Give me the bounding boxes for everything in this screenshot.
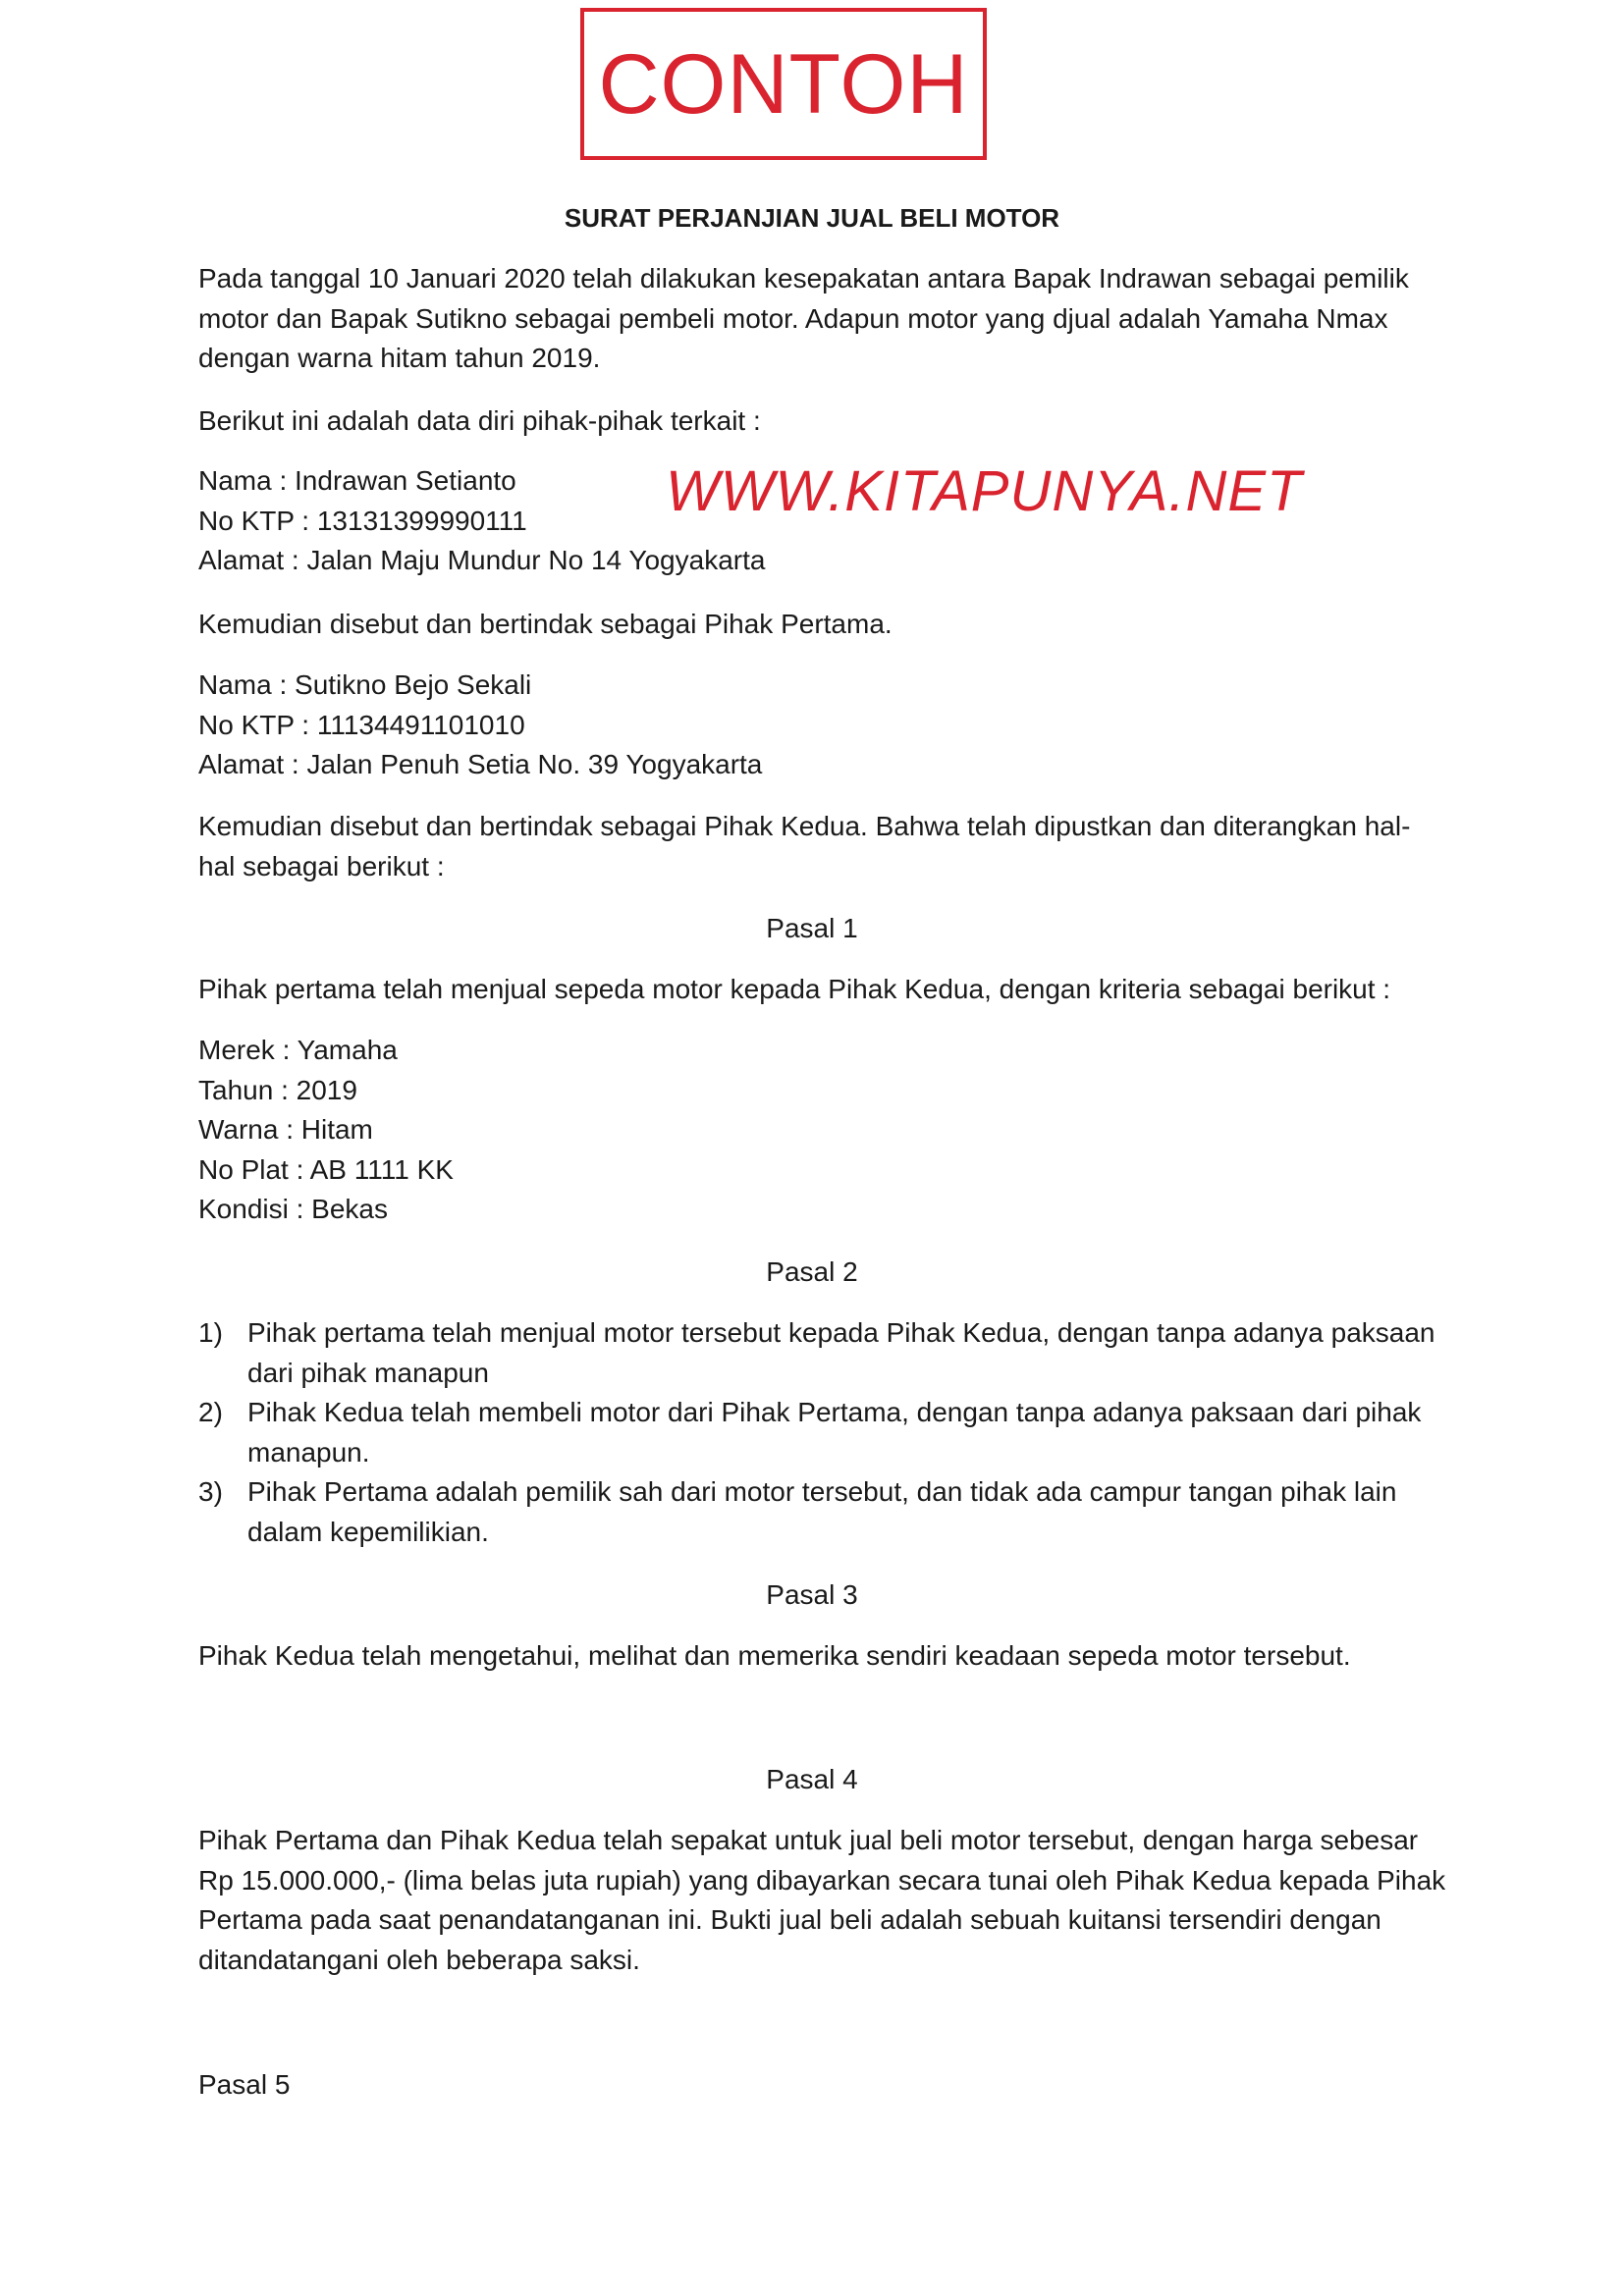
party2-ktp: No KTP : 11134491101010: [198, 709, 525, 740]
pasal1-text-line: Pihak pertama telah menjual sepeda motor kepada Pihak Kedua, dengan kriteria sebagai berikut :: [198, 974, 1391, 1004]
pasal3-text-line: Pihak Kedua telah mengetahui, melihat dan memerika sendiri keadaan sepeda motor tersebut.: [198, 1640, 1351, 1671]
list-item: [198, 1472, 1435, 1552]
pasal5-heading-text: Pasal 5: [198, 2069, 291, 2100]
pasal4-line: ditandatangani oleh beberapa saksi.: [198, 1944, 640, 1975]
spec-plate: No Plat : AB 1111 KK: [198, 1153, 454, 1185]
pasal4-line: Pertama pada saat penandatanganan ini. Bukti jual beli adalah sebuah kuitansi tersendiri dengan: [198, 1904, 1381, 1935]
party1-ktp: No KTP : 13131399990111: [198, 505, 527, 536]
party1-role: [198, 605, 1435, 645]
pasal4-text: [198, 1821, 1446, 1980]
list-item-number: 3): [198, 1476, 223, 1507]
pasal4-line: Rp 15.000.000,- (lima belas juta rupiah) yang dibayarkan secara tunai oleh Pihak Kedua kepada Pihak: [198, 1864, 1446, 1896]
party2-role-line: hal sebagai berikut :: [198, 850, 445, 881]
party1-name: Nama : Indrawan Setianto: [198, 465, 516, 496]
party2-name: Nama : Sutikno Bejo Sekali: [198, 669, 532, 700]
list-item-number: 2): [198, 1397, 223, 1427]
pasal2-heading: Pasal 2: [766, 1256, 858, 1287]
intro-line: motor dan Bapak Sutikno sebagai pembeli motor. Adapun motor yang djual adalah Yamaha Nmax: [198, 302, 1388, 334]
document-title: SURAT PERJANJIAN JUAL BELI MOTOR: [564, 203, 1060, 233]
pasal4-line: Pihak Pertama dan Pihak Kedua telah sepakat untuk jual beli motor tersebut, dengan harga sebesar: [198, 1825, 1419, 1855]
spec-color: Warna : Hitam: [198, 1114, 373, 1145]
motor-specs: [198, 1031, 1435, 1230]
spec-condition: Kondisi : Bekas: [198, 1194, 388, 1224]
list-item-text: Pihak pertama telah menjual motor tersebut kepada Pihak Kedua, dengan tanpa adanya paksaan: [247, 1317, 1435, 1348]
sample-stamp-box: [580, 8, 987, 160]
party2-address: Alamat : Jalan Penuh Setia No. 39 Yogyakarta: [198, 749, 763, 779]
parties-intro: [198, 401, 1435, 442]
parties-intro-text: Berikut ini adalah data diri pihak-pihak terkait :: [198, 405, 761, 436]
party1-role-text: Kemudian disebut dan bertindak sebagai Pihak Pertama.: [198, 609, 893, 639]
intro-line: dengan warna hitam tahun 2019.: [198, 343, 601, 373]
party1-address: Alamat : Jalan Maju Mundur No 14 Yogyakarta: [198, 545, 766, 575]
website-watermark: WWW.KITAPUNYA.NET: [666, 459, 1303, 523]
pasal1-heading: Pasal 1: [766, 913, 858, 943]
list-item-text: Pihak Kedua telah membeli motor dari Pihak Pertama, dengan tanpa adanya paksaan dari pihak: [247, 1397, 1422, 1427]
list-item-number: 1): [198, 1317, 223, 1348]
pasal2-list: [198, 1313, 1435, 1552]
party2-role: [198, 807, 1435, 886]
list-item: [198, 1393, 1435, 1472]
pasal4-heading: Pasal 4: [766, 1764, 858, 1794]
pasal3-heading: Pasal 3: [766, 1579, 858, 1610]
spec-year: Tahun : 2019: [198, 1074, 357, 1105]
sample-stamp-text: CONTOH: [598, 36, 969, 132]
list-item-text: dari pihak manapun: [247, 1357, 489, 1388]
list-item-text: manapun.: [247, 1436, 370, 1468]
party2-details: [198, 666, 1435, 785]
pasal3-text: [198, 1636, 1435, 1677]
pasal5-heading: [198, 2065, 1435, 2106]
list-item-text: Pihak Pertama adalah pemilik sah dari motor tersebut, dan tidak ada campur tangan pihak lain: [247, 1476, 1397, 1507]
spec-brand: Merek : Yamaha: [198, 1035, 398, 1065]
list-item-text: dalam kepemilikian.: [247, 1516, 489, 1547]
party2-role-line: Kemudian disebut dan bertindak sebagai Pihak Kedua. Bahwa telah dipustkan dan diterangkan hal-: [198, 811, 1411, 841]
intro-line: Pada tanggal 10 Januari 2020 telah dilakukan kesepakatan antara Bapak Indrawan sebagai pemilik: [198, 263, 1409, 294]
intro-paragraph: [198, 259, 1435, 379]
list-item: [198, 1313, 1435, 1393]
pasal1-text: [198, 970, 1435, 1010]
